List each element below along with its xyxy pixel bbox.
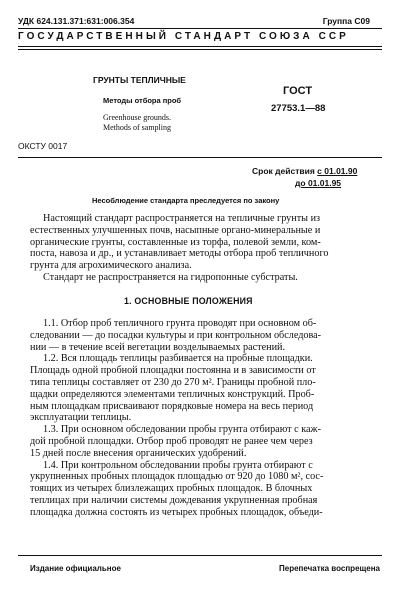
text-line: Стандарт не распространяется на гидропонные субстраты. (43, 271, 298, 283)
text-line: площадка должна состоять из четырех пробных площадок, объеди- (30, 506, 323, 518)
text-line: 15 дней после внесения органических удобрений. (30, 447, 247, 459)
text-line: 1.4. При контрольном обследовании пробы грунта отбирают с (43, 459, 313, 471)
group-code: Группа С09 (322, 16, 370, 26)
gost-number: 27753.1—88 (271, 103, 326, 114)
effective-from (252, 166, 357, 176)
text-line: щадки определяются элементами тепличных конструкций. Проб- (30, 388, 315, 400)
udk-code: УДК 624.131.371:631:006.354 (18, 16, 135, 26)
text-line: теплицах при наличии системы дождевания укрупненная пробная (30, 494, 318, 506)
effective-from-date: с 01.01.90 (317, 166, 358, 176)
text-line: ным площадкам присваивают порядковые номера на весь период (30, 400, 314, 412)
text-line: нии — в течение всей вегетации возделываемых растений. (30, 341, 286, 353)
text-line: поста, навоза и др., и устанавливает методы отбора проб тепличного (30, 248, 329, 260)
reprint-prohibited: Перепечатка воспрещена (279, 564, 380, 573)
doc-subtitle-ru: Методы отбора проб (103, 96, 182, 105)
official-edition: Издание официальное (30, 564, 121, 573)
top-rule (18, 28, 382, 29)
intro-paragraph (30, 213, 382, 284)
text-line: следовании — до посадки культуры и при контрольном обследова- (30, 329, 322, 341)
text-line: органические грунты, составленные из торфа, полевой земли, ком- (30, 236, 321, 248)
okstu-rule (18, 157, 382, 158)
text-line: эксплуатации теплицы. (30, 412, 132, 424)
text-line: Площадь одной пробной площадки постоянна и в зависимости от (30, 365, 316, 377)
gost-label: ГОСТ (283, 85, 313, 97)
effective-to-date: до 01.01.95 (295, 178, 342, 188)
title-rule-thin (18, 49, 382, 50)
effective-label: Срок действия (252, 166, 315, 176)
text-line: укрупненных пробных площадок площадью от 920 до 1080 м², сос- (30, 471, 324, 483)
text-line: дой пробной площадки. Отбор проб проводят не ранее чем через (30, 435, 313, 447)
okstu-code: ОКСТУ 0017 (18, 141, 68, 151)
section-heading: 1. ОСНОВНЫЕ ПОЛОЖЕНИЯ (124, 296, 253, 306)
text-line: 1.2. Вся площадь теплицы разбивается на пробные площадки. (43, 353, 313, 365)
text-line: типа теплицы составляет от 230 до 270 м². Границы пробной пло- (30, 376, 316, 388)
doc-title-ru: ГРУНТЫ ТЕПЛИЧНЫЕ (93, 75, 186, 85)
text-line: естественных улучшенных почв, насыпные органо-минеральные и (30, 224, 321, 236)
law-notice: Несоблюдение стандарта преследуется по закону (92, 196, 280, 205)
text-line: тоящих из четырех близлежащих пробных площадок. В блочных (30, 483, 313, 495)
section-body (30, 318, 382, 519)
text-line: Настоящий стандарт распространяется на тепличные грунты из (43, 213, 321, 224)
standard-title: ГОСУДАРСТВЕННЫЙ СТАНДАРТ СОЮЗА ССР (18, 31, 349, 42)
doc-title-en: Greenhouse grounds. (103, 113, 171, 122)
text-line: 1.1. Отбор проб тепличного грунта проводят при основном об- (43, 318, 317, 329)
text-line: грунта для агрохимического анализа. (30, 260, 192, 272)
footer-rule (18, 555, 382, 556)
title-rule (18, 46, 382, 47)
doc-subtitle-en: Methods of sampling (103, 123, 171, 132)
text-line: 1.3. При основном обследовании пробы грунта отбирают с каж- (43, 424, 321, 436)
